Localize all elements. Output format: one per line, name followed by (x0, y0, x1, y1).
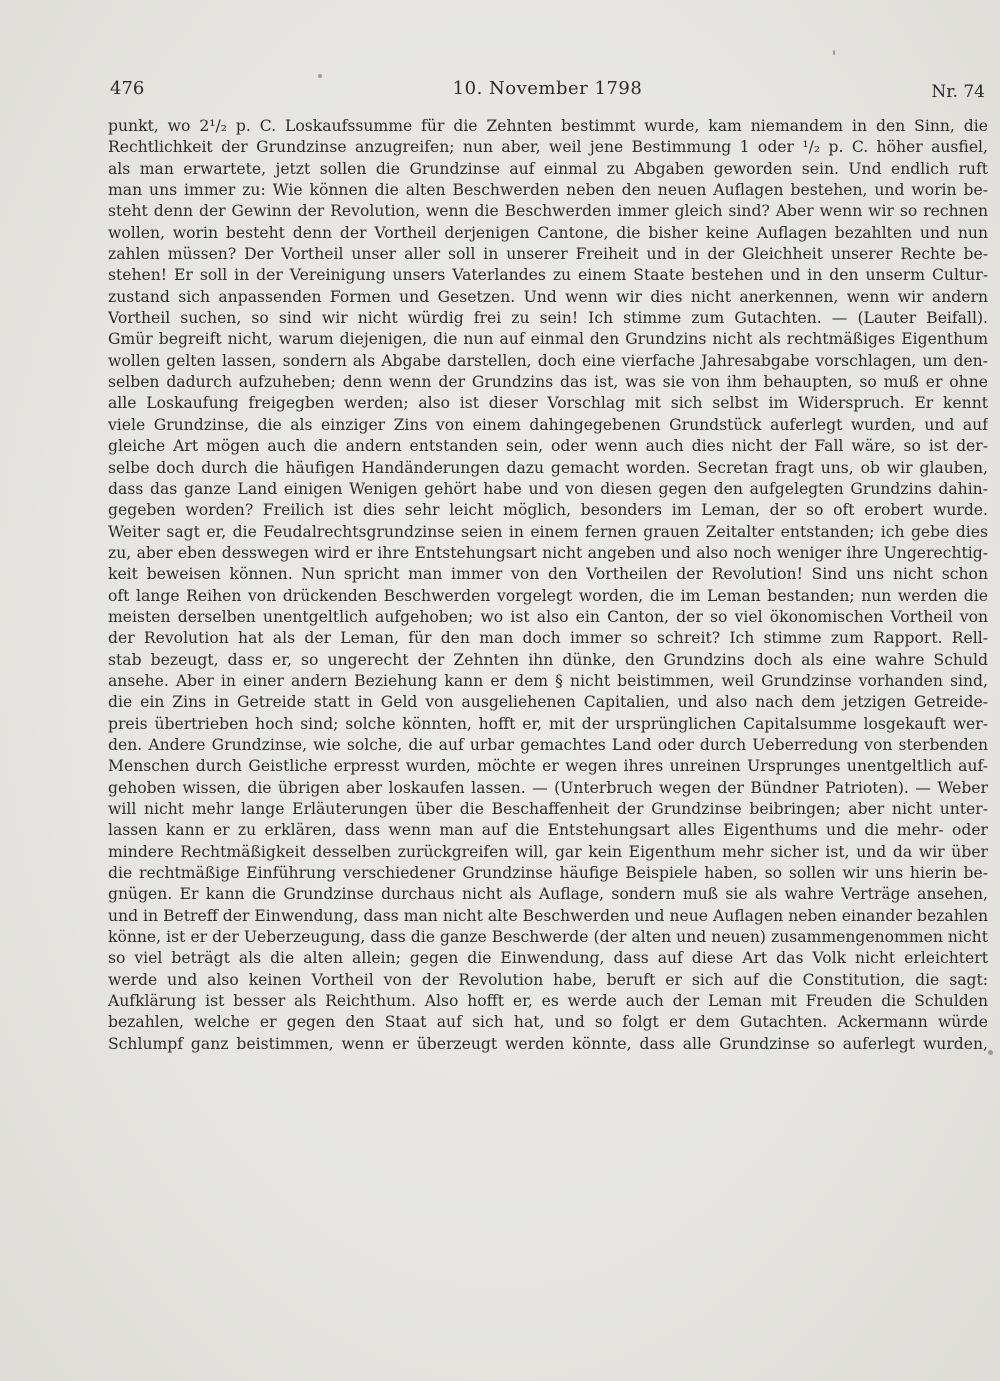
text-line: gnügen. Er kann die Grundzinse durchaus nicht als Auflage, sondern muß sie als wahre Verträge ansehen, (108, 885, 988, 904)
text-line: Gmür begreift nicht, warum diejenigen, die nun auf einmal den Grundzins nicht als rechtmäßiges Eigenthum (108, 330, 988, 349)
text-line: Vortheil suchen, so sind wir nicht würdig frei zu sein! Ich stimme zum Gutachten. — (Lauter Beifall). (108, 309, 988, 328)
text-line: lassen kann er zu erklären, dass wenn man auf die Entstehungsart alles Eigenthums und die mehr- oder (108, 821, 988, 840)
issue-number: Nr. 74 (931, 82, 985, 102)
text-line: so viel beträgt als die alten allein; gegen die Einwendung, dass auf diese Art das Volk nicht erleichtert (108, 949, 988, 968)
text-line: Aufklärung ist besser als Reichthum. Also hofft er, es werde auch der Leman mit Freuden die Schulden (108, 992, 988, 1011)
page-number: 476 (110, 78, 145, 99)
text-line: selben dadurch aufzuheben; denn wenn der Grundzins das ist, was sie von ihm behaupten, so muß er ohne (108, 373, 988, 392)
text-line: Schlumpf ganz beistimmen, wenn er überzeugt werden könnte, dass alle Grundzinse so auferlegt wurden, (108, 1034, 988, 1053)
text-line: Rechtlichkeit der Grundzinse anzugreifen; nun aber, weil jene Bestimmung 1 oder ¹/₂ p. C. höher ausfiel, (108, 138, 988, 157)
text-line: die ein Zins in Getreide statt in Geld von ausgeliehenen Capitalien, und also nach dem jetzigen Getreide- (108, 693, 988, 712)
text-line: wollen, worin besteht denn der Vortheil derjenigen Cantone, die bisher keine Auflagen bezahlten und nun (108, 223, 988, 242)
text-line: den. Andere Grundzinse, wie solche, die auf urbar gemachtes Land oder durch Ueberredung von sterbenden (108, 735, 988, 754)
text-line: viele Grundzinse, die als einziger Zins von einem dahingegebenen Grundstück auferlegt wurden, und auf (108, 415, 988, 434)
text-line: der Revolution hat als der Leman, für den man doch immer so schreit? Ich stimme zum Rapport. Rell- (108, 629, 988, 648)
text-line: alle Loskaufung freigegben werden; also ist dieser Vorschlag mit sich selbst im Widerspruch. Er kennt (108, 394, 988, 413)
text-line: gegeben worden? Freilich ist dies sehr leicht möglich, besonders im Leman, der so oft erobert wurde. (108, 501, 988, 520)
scan-speck (988, 1050, 993, 1055)
text-line: Weiter sagt er, die Feudalrechtsgrundzinse seien in einem fernen grauen Zeitalter entstanden; ich gebe dies (108, 522, 988, 541)
text-line: man uns immer zu: Wie können die alten Beschwerden neben den neuen Auflagen bestehen, und worin be- (108, 181, 988, 200)
text-line: gehoben wissen, die übrigen aber loskaufen lassen. — (Unterbruch wegen der Bündner Patrioten). — Weber (108, 778, 988, 797)
text-line: will nicht mehr lange Erläuterungen über die Beschaffenheit der Grundzinse beibringen; aber nicht unter- (108, 800, 988, 818)
text-line: ansehe. Aber in einer andern Beziehung kann er dem § nicht beistimmen, weil Grundzinse vorhanden sind, (108, 671, 988, 690)
text-line: werde und also keinen Vortheil von der Revolution habe, beruft er sich auf die Constitution, die sagt: (108, 970, 988, 989)
page-date: 10. November 1798 (452, 78, 643, 99)
text-line: könne, ist er der Ueberzeugung, dass die ganze Beschwerde (der alten und neuen) zusammengenommen nicht (108, 928, 988, 947)
scan-speck (318, 74, 322, 78)
text-line: punkt, wo 2¹/₂ p. C. Loskaufssumme für die Zehnten bestimmt wurde, kam niemandem in den Sinn, die (108, 117, 988, 135)
text-line: und in Betreff der Einwendung, dass man nicht alte Beschwerden und neue Auflagen neben einander bezahlen (108, 906, 988, 925)
page-header (110, 78, 985, 108)
text-line: bezahlen, welche er gegen den Staat auf sich hat, und so folgt er dem Gutachten. Ackermann würde (108, 1013, 988, 1032)
scan-speck (833, 50, 835, 55)
text-line: wollen gelten lassen, sondern als Abgabe darstellen, doch eine vierfache Jahresabgabe vorschlagen, um den- (108, 351, 988, 370)
text-line: zustand sich anpassenden Formen und Gesetzen. Und wenn wir dies nicht anerkennen, wenn wir andern (108, 287, 988, 306)
text-line: selbe doch durch die häufigen Handänderungen dazu gemacht worden. Secretan fragt uns, ob wir glauben, (108, 458, 988, 477)
text-line: gleiche Art mögen auch die andern entstanden sein, oder wenn auch dies nicht der Fall wäre, so ist der- (108, 437, 988, 456)
text-line: preis übertrieben hoch sind; solche könnten, hofft er, mit der ursprünglichen Capitalsumme losgekauft wer- (108, 714, 988, 733)
text-line: oft lange Reihen von drückenden Beschwerden vorgelegt worden, die im Leman bestanden; nun werden die (108, 586, 988, 605)
text-line: steht denn der Gewinn der Revolution, wenn die Beschwerden immer gleich sind? Aber wenn wir so rechnen (108, 202, 988, 221)
body-text (108, 116, 988, 1055)
text-line: stab bezeugt, dass er, so ungerecht der Zehnten ihn dünke, den Grundzins doch als eine wahre Schuld (108, 650, 988, 669)
text-line: die rechtmäßige Einführung verschiedener Grundzinse häufige Beispiele haben, so sollen wir uns hierin be- (108, 864, 988, 883)
text-line: keit beweisen können. Nun spricht man immer von den Vortheilen der Revolution! Sind uns nicht schon (108, 565, 988, 584)
text-line: zu, aber eben desswegen wird er ihre Entstehungsart nicht angeben und also noch weniger ihre Ungerechtig- (108, 543, 988, 562)
text-line: zahlen müssen? Der Vortheil unser aller soll in unserer Freiheit und in der Gleichheit unserer Rechte be- (108, 245, 988, 264)
text-line: mindere Rechtmäßigkeit desselben zurückgreifen will, gar kein Eigenthum mehr sicher ist, und da wir über (108, 842, 988, 861)
text-line: stehen! Er soll in der Vereinigung unsers Vaterlandes zu einem Staate bestehen und in den unserm Cultur- (108, 266, 988, 285)
text-line: als man erwartete, jetzt sollen die Grundzinse auf einmal zu Abgaben geworden sein. Und endlich ruft (108, 159, 988, 178)
text-line: meisten derselben unentgeltlich aufgehoben; wo ist also ein Canton, der so viel ökonomischen Vortheil von (108, 607, 988, 626)
text-line: dass das ganze Land einigen Wenigen gehört habe und von diesen gegen den aufgelegten Grundzins dahin- (108, 479, 988, 498)
text-line: Menschen durch Geistliche erpresst wurden, möchte er wegen ihres unreinen Ursprunges unentgeltlich auf- (108, 757, 988, 776)
